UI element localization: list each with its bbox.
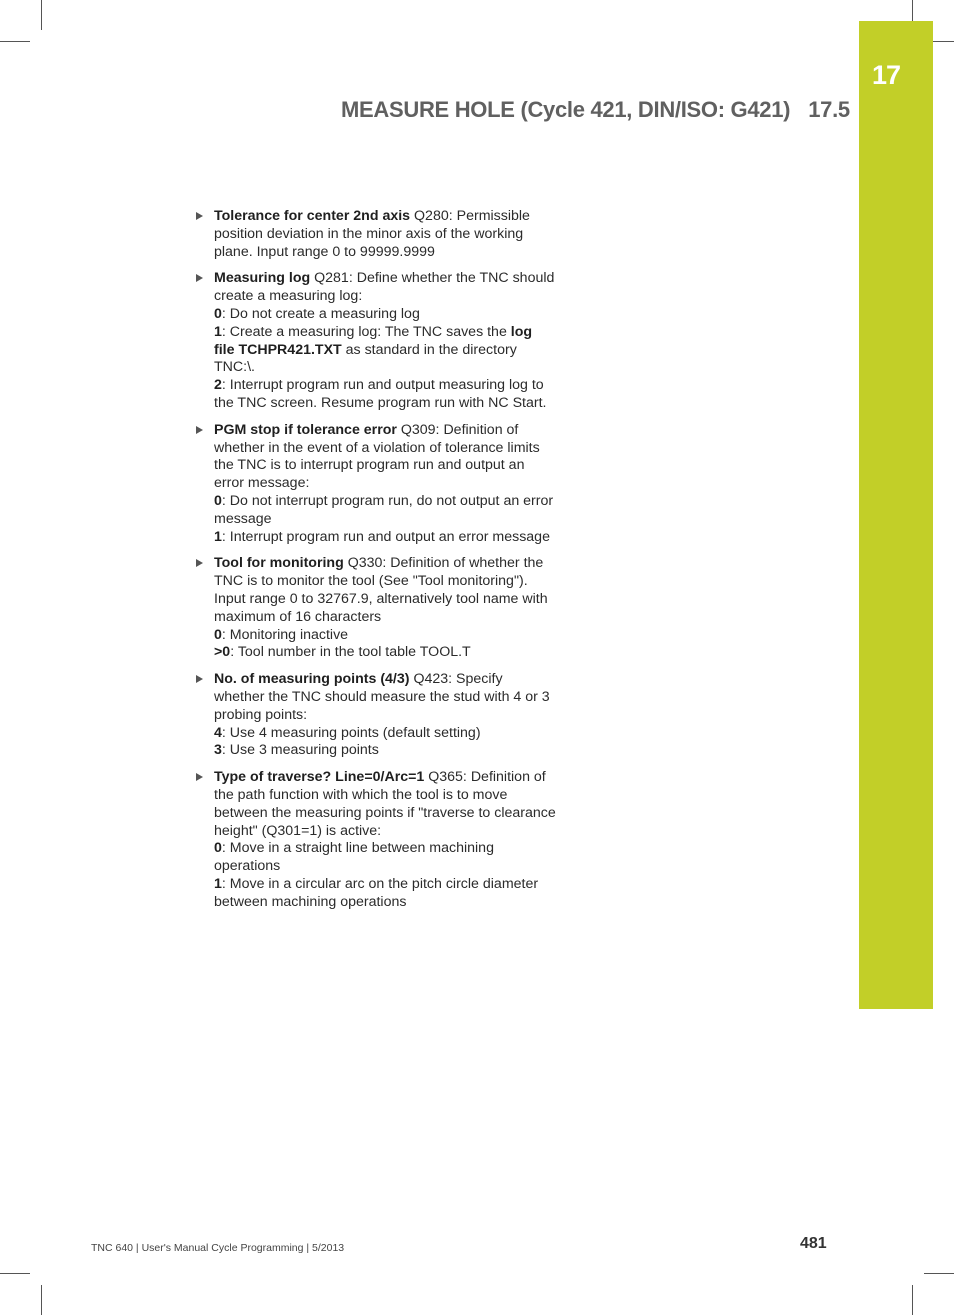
parameter-description: Q423: Specify whether the TNC should measure the stud with 4 or 3 probing points: xyxy=(214,671,550,723)
section-title: MEASURE HOLE (Cycle 421, DIN/ISO: G421) xyxy=(341,97,791,122)
parameter-item xyxy=(196,769,556,911)
parameter-name: Tool for monitoring xyxy=(214,555,344,572)
parameter-item xyxy=(196,555,556,662)
crop-mark xyxy=(0,41,30,42)
footer-text: TNC 640 | User's Manual Cycle Programming | 5/2013 xyxy=(91,1242,345,1254)
crop-mark xyxy=(41,1285,42,1315)
option-key: 3 xyxy=(214,742,222,759)
chapter-tab xyxy=(859,21,933,1009)
bullet-arrow-icon xyxy=(196,559,203,567)
log-file-name: log file TCHPR421.TXT xyxy=(214,323,533,358)
section-heading xyxy=(341,97,850,123)
option-line: 0: Do not create a measuring log xyxy=(214,305,420,322)
crop-mark xyxy=(41,0,42,30)
option-key: 0 xyxy=(214,305,222,322)
option-key: 1 xyxy=(214,528,222,545)
parameter-item xyxy=(196,671,556,760)
parameter-description: Q281: Define whether the TNC should create a measuring log: xyxy=(214,270,555,305)
option-key: 2 xyxy=(214,377,222,394)
parameter-item xyxy=(196,422,556,547)
bullet-arrow-icon xyxy=(196,773,203,781)
parameter-description: Q309: Definition of whether in the event of a violation of tolerance limits the TNC is to interrupt program run and output an error message: xyxy=(214,421,540,492)
option-line: 1: Move in a circular arc on the pitch circle diameter between machining operations xyxy=(214,875,539,910)
option-line: 0: Move in a straight line between machining operations xyxy=(214,840,494,875)
option-key: 1 xyxy=(214,323,222,340)
option-line: 1: Interrupt program run and output an error message xyxy=(214,528,550,545)
option-line: 0: Monitoring inactive xyxy=(214,626,349,643)
parameter-description: Q365: Definition of the path function with which the tool is to move between the measuring points if "traverse to clearance height" (Q301=1) is active: xyxy=(214,769,556,839)
parameter-list xyxy=(196,208,556,920)
option-key: 0 xyxy=(214,492,222,509)
parameter-item xyxy=(196,208,556,261)
option-line: 4: Use 4 measuring points (default setting) xyxy=(214,724,481,741)
chapter-number: 17 xyxy=(872,60,901,90)
page-number: 481 xyxy=(800,1235,827,1252)
parameter-name: PGM stop if tolerance error xyxy=(214,421,397,438)
section-number: 17.5 xyxy=(808,97,850,122)
bullet-arrow-icon xyxy=(196,212,203,220)
option-key: 0 xyxy=(214,840,222,857)
option-line: >0: Tool number in the tool table TOOL.T xyxy=(214,644,471,661)
option-key: >0 xyxy=(214,644,231,661)
parameter-description: Q330: Definition of whether the TNC is to monitor the tool (See "Tool monitoring"). Input range 0 to 32767.9, alternatively tool name with maximum of 16 characters xyxy=(214,555,548,625)
parameter-name: Type of traverse? Line=0/Arc=1 xyxy=(214,769,425,786)
option-line: 1: Create a measuring log: The TNC saves the log file TCHPR421.TXT as standard in the directory TNC:\. xyxy=(214,323,533,376)
bullet-arrow-icon xyxy=(196,426,203,434)
option-line: 0: Do not interrupt program run, do not output an error message xyxy=(214,492,554,527)
parameter-item xyxy=(196,270,556,412)
crop-mark xyxy=(924,1273,954,1274)
crop-mark xyxy=(912,1285,913,1315)
parameter-description: Q280: Permissible position deviation in the minor axis of the working plane. Input range 0 to 99999.9999 xyxy=(214,208,530,260)
crop-mark xyxy=(0,1273,30,1274)
option-line: 2: Interrupt program run and output measuring log to the TNC screen. Resume program run with NC Start. xyxy=(214,377,547,411)
option-key: 0 xyxy=(214,626,222,643)
option-key: 4 xyxy=(214,724,222,741)
option-key: 1 xyxy=(214,875,222,892)
option-line: 3: Use 3 measuring points xyxy=(214,742,379,759)
bullet-arrow-icon xyxy=(196,274,203,282)
parameter-name: Measuring log xyxy=(214,270,311,287)
parameter-name: No. of measuring points (4/3) xyxy=(214,671,410,688)
parameter-name: Tolerance for center 2nd axis xyxy=(214,208,411,224)
bullet-arrow-icon xyxy=(196,675,203,683)
